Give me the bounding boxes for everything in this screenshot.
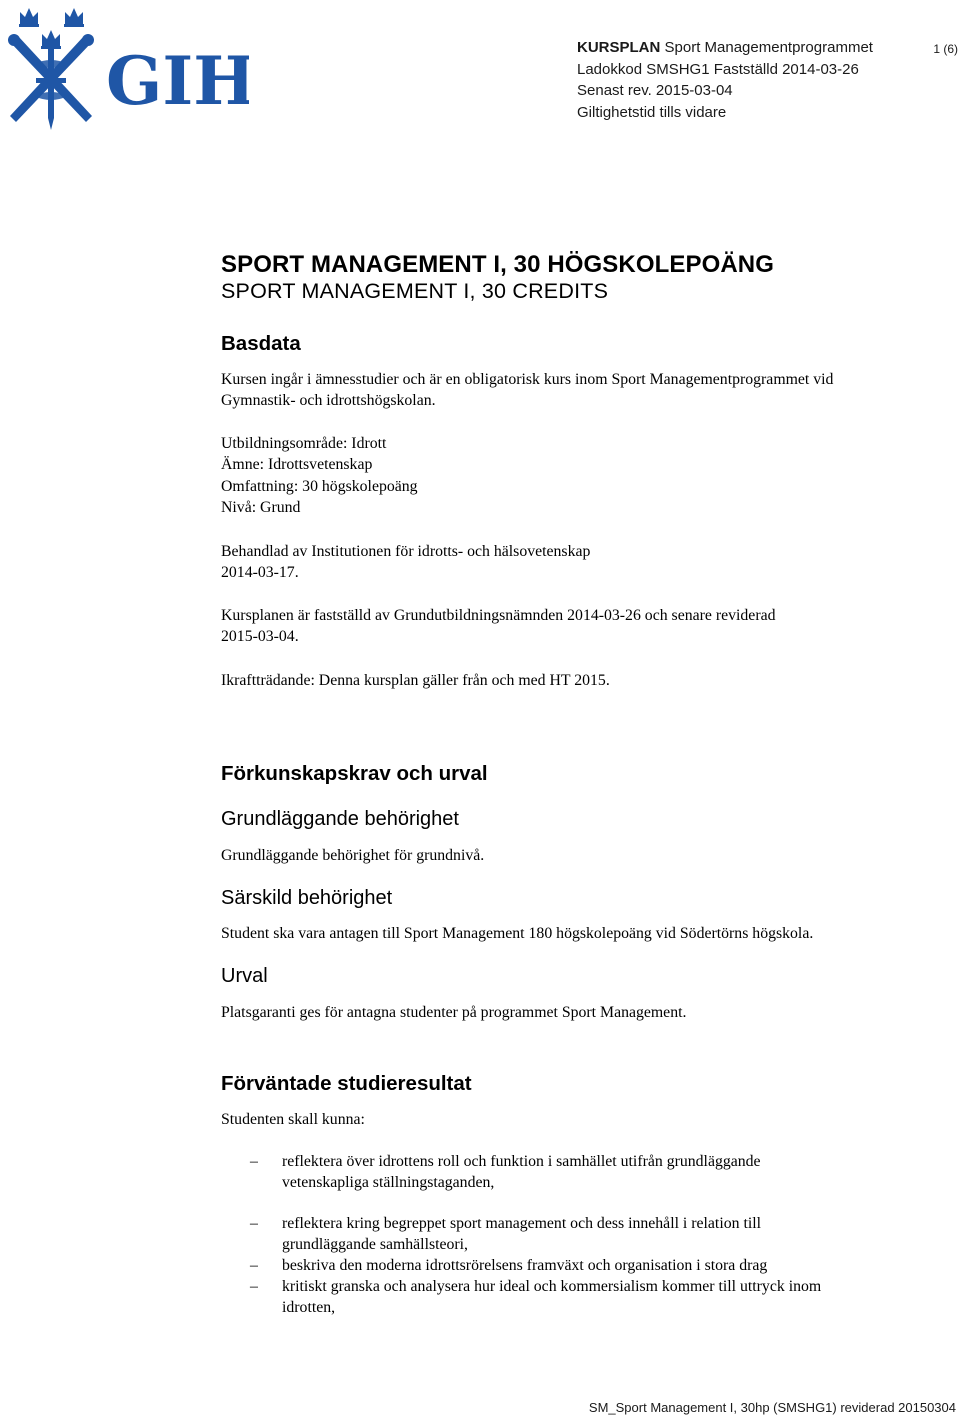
header-line-2: Ladokkod SMSHG1 Fastställd 2014-03-26 [577,60,859,78]
basdata-facts [221,433,418,518]
header-program: Sport Managementprogrammet [664,39,873,56]
page-title: SPORT MANAGEMENT I, 30 HÖGSKOLEPOÄNG [221,251,774,278]
document-header [577,37,873,124]
page-number: 1 (6) [933,42,958,56]
gih-emblem-icon [4,4,249,132]
crown-icon [64,8,84,27]
level: Nivå: Grund [221,498,301,516]
subheading-special-eligibility: Särskild behörighet [221,887,393,909]
subheading-selection: Urval [221,965,268,987]
header-line-4: Giltighetstid tills vidare [577,104,727,122]
basic-eligibility-text: Grundläggande behörighet för grundnivå. [221,847,485,864]
header-doc-type: KURSPLAN [577,39,661,56]
dash-icon: – [250,1278,258,1295]
dash-icon: – [250,1153,258,1170]
header-line-1 [577,37,873,59]
basdata-handled: Behandlad av Institutionen för idrotts- och hälsovetenskap 2014-03-17. [221,543,591,582]
special-eligibility-text: Student ska vara antagen till Sport Management 180 högskolepoäng vid Södertörns högskola. [221,925,814,942]
basdata-effective: Ikraftträdande: Denna kursplan gäller från och med HT 2015. [221,672,610,689]
scope: Omfattning: 30 högskolepoäng [221,477,418,495]
outcomes-intro: Studenten skall kunna: [221,1111,365,1128]
basdata-intro: Kursen ingår i ämnesstudier och är en obligatorisk kurs inom Sport Managementprogrammet vid Gymnastik- och idrottshögskolan. [221,371,834,410]
page-subtitle: SPORT MANAGEMENT I, 30 CREDITS [221,279,609,303]
dash-icon: – [250,1215,258,1232]
gih-logo [4,4,249,132]
section-heading-basdata: Basdata [221,332,301,355]
education-area: Utbildningsområde: Idrott [221,435,387,452]
section-heading-outcomes: Förväntade studieresultat [221,1072,472,1095]
page-footer: SM_Sport Management I, 30hp (SMSHG1) reviderad 20150304 [588,1400,956,1415]
subheading-basic-eligibility: Grundläggande behörighet [221,808,459,830]
crown-icon [19,8,39,27]
logo-text: GIH [106,42,249,120]
crown-icon [41,30,61,49]
selection-text: Platsgaranti ges för antagna studenter på programmet Sport Management. [221,1004,687,1021]
header-line-3: Senast rev. 2015-03-04 [577,82,733,100]
dash-icon: – [250,1257,258,1274]
subject: Ämne: Idrottsvetenskap [221,456,373,474]
section-heading-prereq: Förkunskapskrav och urval [221,762,488,785]
basdata-approved: Kursplanen är fastställd av Grundutbildningsnämnden 2014-03-26 och senare reviderad 2015-03-04. [221,607,776,646]
